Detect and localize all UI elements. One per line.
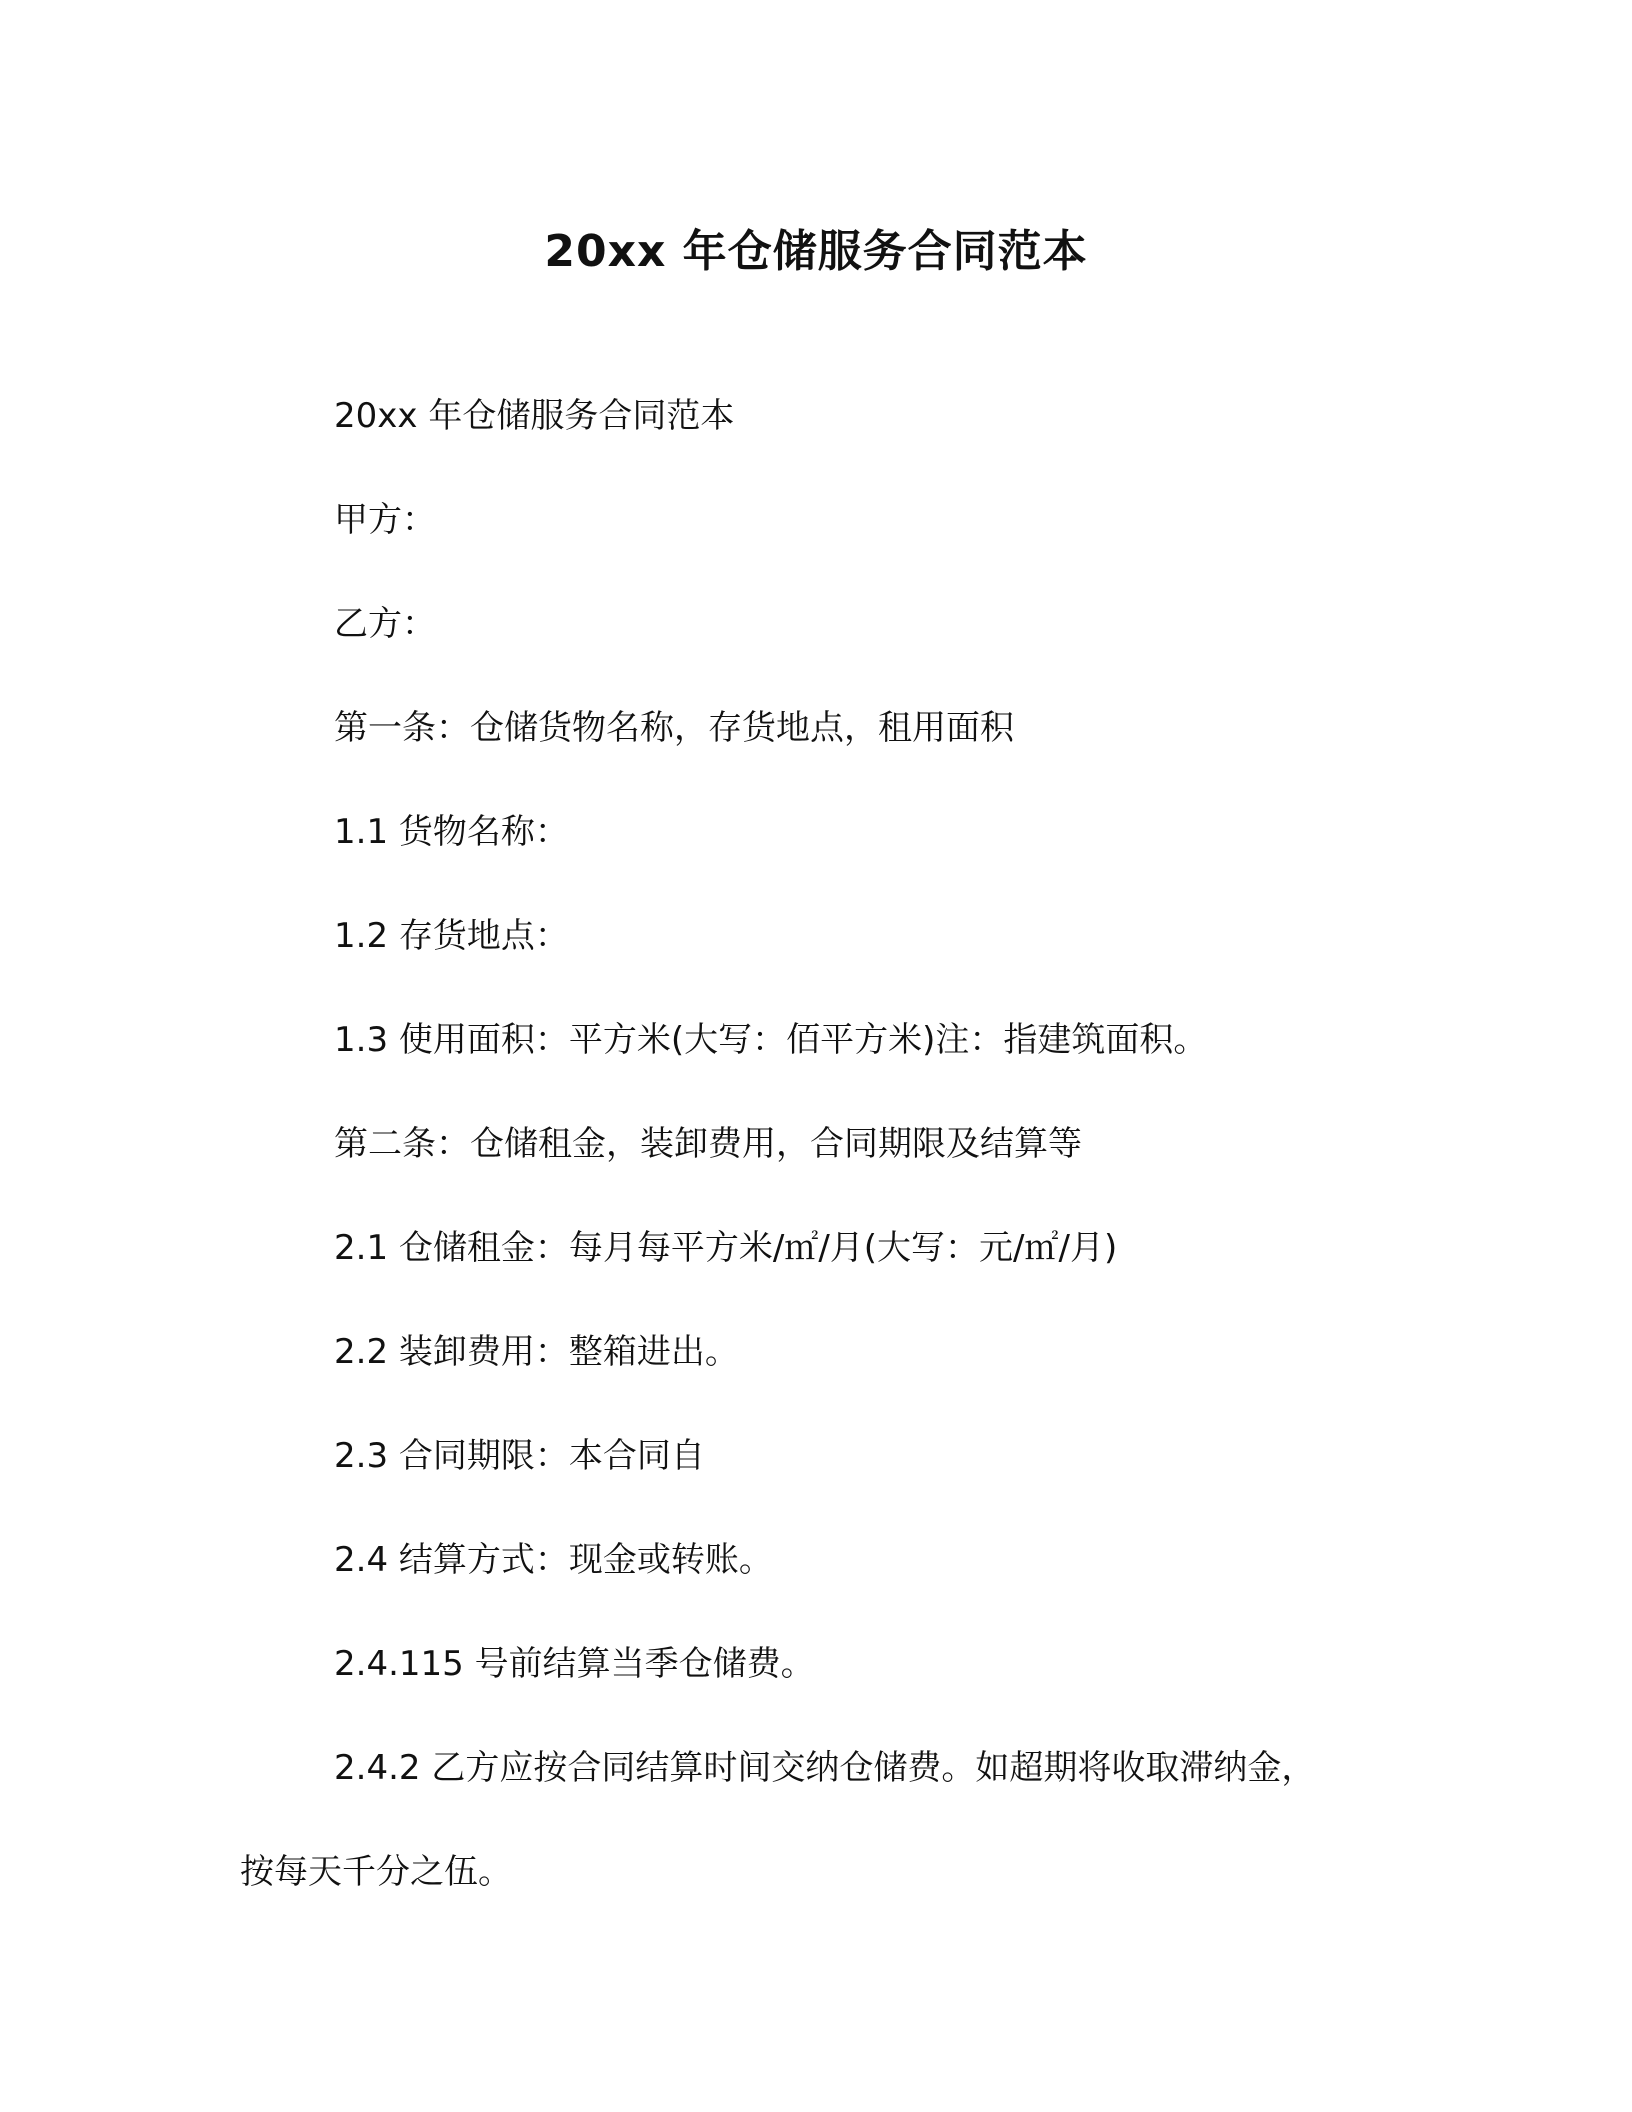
paragraph-2-3: 2.3 合同期限：本合同自 — [334, 1436, 705, 1476]
paragraph-2-4-2 — [240, 1744, 1392, 1896]
paragraph-1-3: 1.3 使用面积：平方米(大写：佰平方米)注：指建筑面积。 — [334, 1020, 1208, 1060]
paragraph-2-4-2-line-1: 2.4.2 乙方应按合同结算时间交纳仓储费。如超期将收取滞纳金， — [334, 1748, 1316, 1788]
paragraph-2-4: 2.4 结算方式：现金或转账。 — [334, 1540, 773, 1580]
paragraph-2-4-2-line-2: 按每天千分之伍。 — [240, 1852, 512, 1892]
paragraph-article-1: 第一条：仓储货物名称，存货地点，租用面积 — [334, 708, 1014, 748]
paragraph-party-a: 甲方： — [334, 500, 436, 540]
document-title: 20xx 年仓储服务合同范本 — [544, 226, 1088, 277]
paragraph-1-1: 1.1 货物名称： — [334, 812, 569, 852]
paragraph-2-4-1: 2.4.115 号前结算当季仓储费。 — [334, 1644, 815, 1684]
paragraph-2-1: 2.1 仓储租金：每月每平方米/㎡/月(大写：元/㎡/月) — [334, 1228, 1118, 1268]
paragraph-party-b: 乙方： — [334, 604, 436, 644]
paragraph-heading: 20xx 年仓储服务合同范本 — [334, 396, 735, 436]
document-body — [240, 392, 1392, 1896]
paragraph-2-2: 2.2 装卸费用：整箱进出。 — [334, 1332, 739, 1372]
paragraph-article-2: 第二条：仓储租金，装卸费用，合同期限及结算等 — [334, 1124, 1082, 1164]
paragraph-1-2: 1.2 存货地点： — [334, 916, 569, 956]
